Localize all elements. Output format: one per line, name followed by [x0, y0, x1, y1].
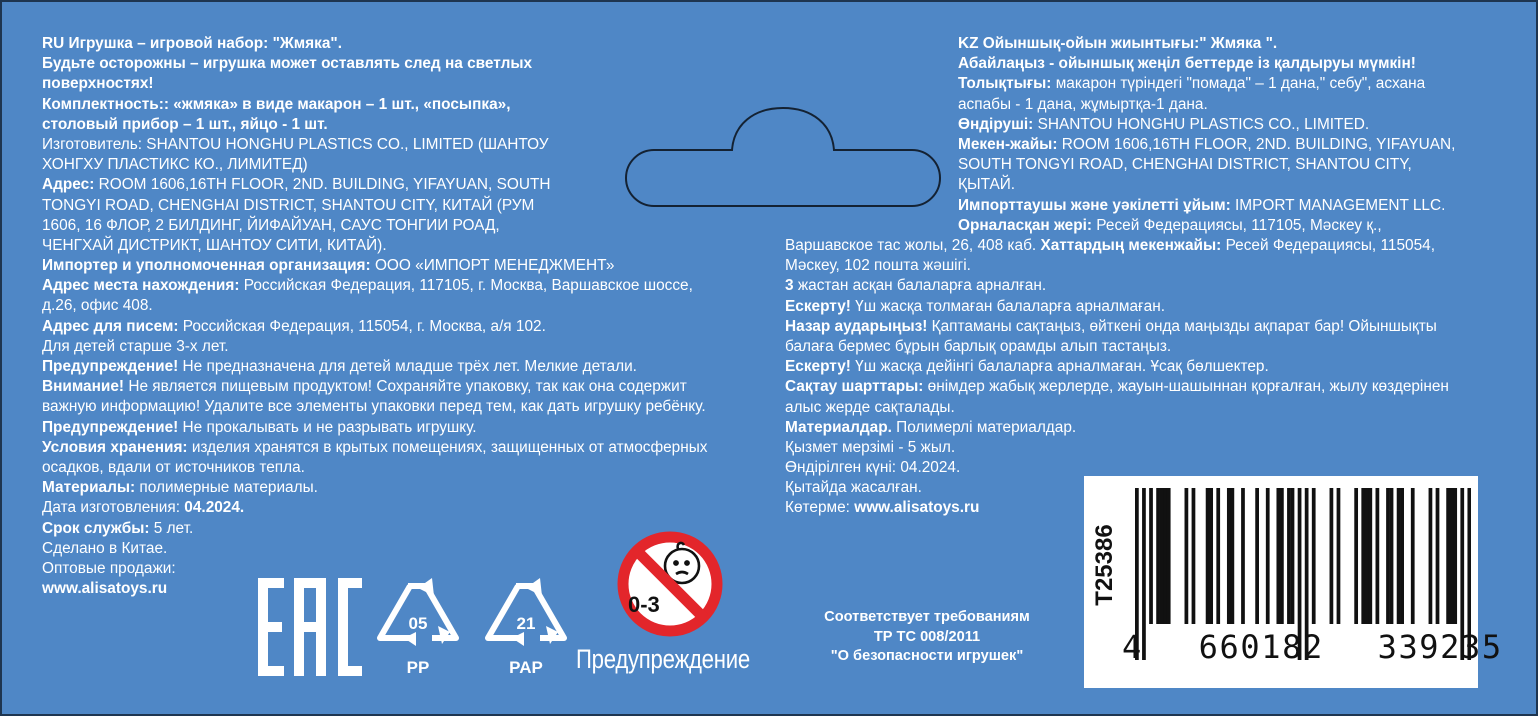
- text-line: [785, 418, 1449, 438]
- text-line: [42, 438, 708, 458]
- text-segment: TONGYI ROAD, CHENGHAI DISTRICT, SHANTOU CITY, КИТАЙ (РУМ: [42, 196, 535, 214]
- text-bold-segment: Предупреждение!: [42, 418, 179, 436]
- barcode-bar: [1156, 488, 1160, 624]
- text-line: [958, 95, 1455, 115]
- text-bold-segment: 3: [785, 277, 794, 295]
- barcode-bar: [1266, 488, 1270, 624]
- text-line: [785, 438, 1449, 458]
- barcode-bar: [1354, 488, 1358, 624]
- text-line: [42, 418, 708, 438]
- text-bold-segment: Орналасқан жері:: [958, 216, 1093, 234]
- text-line: [42, 236, 708, 256]
- text-segment: 1606, 16 ФЛОР, 2 БИЛДИНГ, ЙИФАЙУАН, САУС ТОНГИИ РОАД,: [42, 216, 500, 234]
- compliance-line: Соответствует требованиям: [824, 609, 1030, 625]
- text-bold-segment: Өндіруші:: [958, 115, 1034, 133]
- text-line: [785, 317, 1449, 337]
- compliance-line: ТР ТС 008/2011: [873, 628, 981, 645]
- text-segment: жастан асқан балаларға арналған.: [793, 277, 1047, 295]
- text-segment: Қаптаманы сақтаңыз, өйткені онда маңызды ақпарат бар! Ойыншықты: [927, 317, 1437, 335]
- text-line: [958, 175, 1455, 195]
- text-bold-segment: Ескерту!: [785, 358, 851, 376]
- barcode-bar: [1227, 488, 1231, 624]
- text-segment: балаға бермес бұрын барлық орамды алып тастаңыз.: [785, 337, 1172, 355]
- barcode-bar: [1185, 488, 1189, 624]
- text-bold-segment: Сақтау шарттары:: [785, 378, 924, 396]
- barcode-bar: [1386, 488, 1390, 624]
- text-line: [42, 337, 708, 357]
- text-bold-segment: Материалы:: [42, 479, 136, 497]
- text-line: [42, 397, 708, 417]
- text-line: [958, 54, 1455, 74]
- text-line: [42, 377, 708, 397]
- text-segment: аспабы - 1 дана, жұмыртқа-1 дана.: [958, 95, 1208, 113]
- text-segment: алыс жерде сақталады.: [785, 398, 955, 416]
- text-segment: ЧЕНГХАЙ ДИСТРИКТ, ШАНТОУ СИТИ, КИТАЙ).: [42, 236, 387, 254]
- text-segment: Оптовые продажи:: [42, 559, 176, 577]
- text-bold-segment: Адрес:: [42, 176, 95, 194]
- text-line: [42, 539, 708, 559]
- text-line: [958, 216, 1455, 236]
- barcode-bar: [1276, 488, 1280, 624]
- text-segment: осадков, вдали от источников тепла.: [42, 458, 305, 476]
- text-segment: полимерные материалы.: [135, 479, 318, 497]
- hanger-hole-outline: [620, 102, 946, 208]
- text-line: [42, 175, 708, 195]
- text-bold-segment: поверхностях!: [42, 75, 154, 93]
- recycling-material: PP: [406, 658, 430, 677]
- barcode-bar: [1291, 488, 1295, 624]
- text-segment: Для детей старше 3-х лет.: [42, 337, 229, 355]
- text-bold-segment: столовый прибор – 1 шт., яйцо - 1 шт.: [42, 115, 328, 133]
- age-range-label: 0-3: [628, 592, 660, 617]
- text-segment: Дата изготовления:: [42, 499, 185, 517]
- text-segment: Не прокалывать и не разрывать игрушку.: [178, 418, 477, 436]
- text-line: [42, 478, 708, 498]
- text-segment: д.26, офис 408.: [42, 297, 153, 315]
- barcode-group-right: 339235: [1377, 628, 1503, 666]
- text-bold-segment: Мекен-жайы:: [958, 135, 1058, 153]
- barcode-bar: [1287, 488, 1291, 624]
- article-code: [1085, 510, 1125, 620]
- text-segment: Ресей Федерациясы, 115054,: [1221, 237, 1435, 254]
- barcode-bar: [1365, 488, 1369, 624]
- text-segment: SHANTOU HONGHU PLASTICS CO., LIMITED.: [1033, 115, 1370, 133]
- text-segment: Қызмет мерзімі - 5 жыл.: [785, 438, 956, 456]
- text-bold-segment: 04.2024.: [184, 499, 245, 517]
- text-bold-segment: Адрес для писем:: [42, 317, 179, 335]
- age-warning-icon: [610, 528, 730, 640]
- recycling-material: PAP: [509, 658, 543, 677]
- barcode-bar: [1400, 488, 1404, 624]
- text-line: [42, 74, 708, 94]
- text-segment: ООО «ИМПОРТ МЕНЕДЖМЕНТ»: [370, 257, 615, 275]
- text-bold-segment: Материалдар.: [785, 418, 892, 436]
- barcode-bar: [1163, 488, 1167, 624]
- kz-text-block-top: [958, 34, 1455, 236]
- text-bold-segment: Абайлаңыз - ойыншық жеңіл беттерде із қалдыруы мүмкін!: [958, 55, 1416, 73]
- text-line: [42, 95, 708, 115]
- text-line: [42, 135, 708, 155]
- text-line: [42, 256, 708, 276]
- text-line: [785, 256, 1449, 276]
- text-line: [958, 115, 1455, 135]
- text-line: [42, 458, 708, 478]
- text-segment: өнімдер жабық жерлерде, жауын-шашыннан қорғалған, жылу көздерінен: [923, 378, 1449, 396]
- article-number: T25386: [1091, 524, 1118, 606]
- barcode-bar: [1436, 488, 1440, 624]
- text-bold-segment: www.alisatoys.ru: [42, 580, 168, 598]
- barcode-bar: [1330, 488, 1334, 624]
- barcode-bar: [1312, 488, 1316, 624]
- text-segment: Үш жасқа дейінгі балаларға арналмаған. Ұсақ бөлшектер.: [850, 358, 1269, 376]
- text-bold-segment: Внимание!: [42, 378, 125, 396]
- barcode-bar: [1450, 488, 1454, 624]
- ru-text-block: [42, 34, 708, 599]
- barcode-bar: [1429, 488, 1433, 624]
- text-bold-segment: www.alisatoys.ru: [854, 499, 980, 517]
- text-line: [42, 357, 708, 377]
- text-segment: Өндірілген күні: 04.2024.: [785, 459, 961, 477]
- text-bold-segment: Предупреждение!: [42, 358, 179, 375]
- text-line: [785, 357, 1449, 377]
- text-line: [42, 317, 708, 337]
- barcode-bar: [1192, 488, 1196, 624]
- text-segment: ХОНГХУ ПЛАСТИКС КО., ЛИМИТЕД): [42, 156, 308, 174]
- text-bold-segment: Будьте осторожны – игрушка может оставлять след на светлых: [42, 55, 533, 73]
- text-line: [785, 276, 1449, 296]
- text-segment: 5 лет.: [149, 519, 194, 537]
- text-segment: Қытайда жасалған.: [785, 479, 922, 497]
- barcode-bar: [1397, 488, 1401, 624]
- recycling-pap-icon: [480, 574, 572, 678]
- barcode-bar: [1149, 488, 1153, 624]
- text-line: [42, 115, 708, 135]
- text-line: [785, 377, 1449, 397]
- text-line: [42, 276, 708, 296]
- text-line: [42, 296, 708, 316]
- text-line: [42, 155, 708, 175]
- text-segment: Мәскеу, 102 пошта жәшігі.: [785, 257, 971, 275]
- barcode-bar: [1453, 488, 1457, 624]
- barcode-bar: [1280, 488, 1284, 624]
- text-bold-segment: Адрес места нахождения:: [42, 277, 240, 295]
- barcode-bar: [1230, 488, 1234, 624]
- recycling-code: 05: [408, 614, 428, 633]
- text-segment: SOUTH TONGYI ROAD, CHENGHAI DISTRICT, SHANTOU CITY,: [958, 156, 1412, 174]
- text-segment: Сделано в Китае.: [42, 539, 168, 557]
- text-bold-segment: Назар аударыңыз!: [785, 317, 928, 335]
- barcode-bar: [1337, 488, 1341, 624]
- barcode-number: [1122, 628, 1503, 666]
- barcode-bar: [1368, 488, 1372, 624]
- text-line: [958, 34, 1455, 54]
- recycling-pp-icon: [372, 574, 464, 678]
- barcode-bar: [1160, 488, 1164, 624]
- compliance-line: "О безопасности игрушек": [830, 648, 1024, 664]
- text-segment: Не является пищевым продуктом! Сохраняйте упаковку, так как она содержит: [124, 378, 687, 396]
- text-bold-segment: Импортер и уполномоченная организация:: [42, 257, 371, 275]
- text-line: [42, 54, 708, 74]
- text-segment: Не предназначена для детей младше трёх лет. Мелкие детали.: [178, 358, 637, 375]
- barcode-bar: [1411, 488, 1415, 624]
- text-segment: Российская Федерация, 117105, г. Москва, Варшавское шоссе,: [239, 277, 693, 295]
- barcode-bar: [1209, 488, 1213, 624]
- text-segment: изделия хранятся в крытых помещениях, защищенных от атмосферных: [187, 438, 708, 456]
- barcode-group-left: 660182: [1198, 628, 1324, 666]
- text-line: [958, 155, 1455, 175]
- text-bold-segment: Срок службы:: [42, 519, 150, 537]
- text-segment: важную информацию! Удалите все элементы упаковки перед тем, как дать игрушку ребёнку.: [42, 398, 706, 416]
- barcode-bar: [1255, 488, 1259, 624]
- text-bold-segment: Импорттаушы және уәкілетті ұйым:: [958, 196, 1231, 214]
- text-segment: макарон түріндегі "помада" – 1 дана," себу", асхана: [1051, 75, 1426, 93]
- text-line: [958, 135, 1455, 155]
- text-line: [42, 196, 708, 216]
- text-line: [785, 398, 1449, 418]
- compliance-statement: [787, 608, 1067, 667]
- text-line: [42, 216, 708, 236]
- text-segment: Российская Федерация, 115054, г. Москва, а/я 102.: [178, 317, 546, 335]
- warning-caption: Предупреждение: [576, 644, 750, 674]
- barcode-bar: [1376, 488, 1380, 624]
- text-segment: Варшавское тас жолы, 26, 408 каб.: [785, 237, 1041, 254]
- text-segment: IMPORT MANAGEMENT LLC.: [1230, 196, 1446, 214]
- text-line: [958, 196, 1455, 216]
- barcode-bar: [1446, 488, 1450, 624]
- barcode-bar: [1206, 488, 1210, 624]
- text-segment: ROOM 1606,16TH FLOOR, 2ND. BUILDING, YIFAYUAN,: [1057, 135, 1456, 153]
- text-segment: ROOM 1606,16TH FLOOR, 2ND. BUILDING, YIFAYUAN, SOUTH: [94, 176, 551, 194]
- text-bold-segment: Комплектность:: «жмяка» в виде макарон – 1 шт., «посыпка»,: [42, 95, 511, 113]
- barcode-first-digit: 4: [1122, 628, 1143, 666]
- text-line: [785, 297, 1449, 317]
- barcode-bar: [1241, 488, 1245, 624]
- text-bold-segment: RU Игрушка – игровой набор: "Жмяка".: [42, 35, 342, 52]
- barcode-bar: [1167, 488, 1171, 624]
- recycling-code: 21: [516, 614, 536, 633]
- text-line: [958, 74, 1455, 94]
- text-line: [785, 337, 1449, 357]
- text-segment: Ресей Федерациясы, 117105, Мәскеу қ.,: [1092, 216, 1382, 234]
- text-segment: Полимерлі материалдар.: [891, 418, 1077, 436]
- barcode-bar: [1390, 488, 1394, 624]
- text-segment: Үш жасқа толмаған балаларға арналмаған.: [850, 297, 1166, 315]
- text-bold-segment: Толықтығы:: [958, 75, 1052, 93]
- text-bold-segment: Ескерту!: [785, 297, 851, 315]
- text-bold-segment: Условия хранения:: [42, 438, 188, 456]
- text-bold-segment: Хаттардың мекенжайы:: [1040, 237, 1222, 254]
- text-segment: Көтерме:: [785, 499, 855, 517]
- text-bold-segment: KZ Ойыншық-ойын жиынтығы:" Жмяка ".: [958, 35, 1278, 52]
- barcode-bar: [1361, 488, 1365, 624]
- text-line: [42, 498, 708, 518]
- text-line: [42, 34, 708, 54]
- text-line: [785, 236, 1449, 256]
- barcode-bar: [1216, 488, 1220, 624]
- text-line: [42, 519, 708, 539]
- eac-icon: [258, 578, 362, 676]
- text-segment: Изготовитель: SHANTOU HONGHU PLASTICS CO., LIMITED (ШАНТОУ: [42, 135, 549, 153]
- text-segment: ҚЫТАЙ.: [958, 176, 1016, 194]
